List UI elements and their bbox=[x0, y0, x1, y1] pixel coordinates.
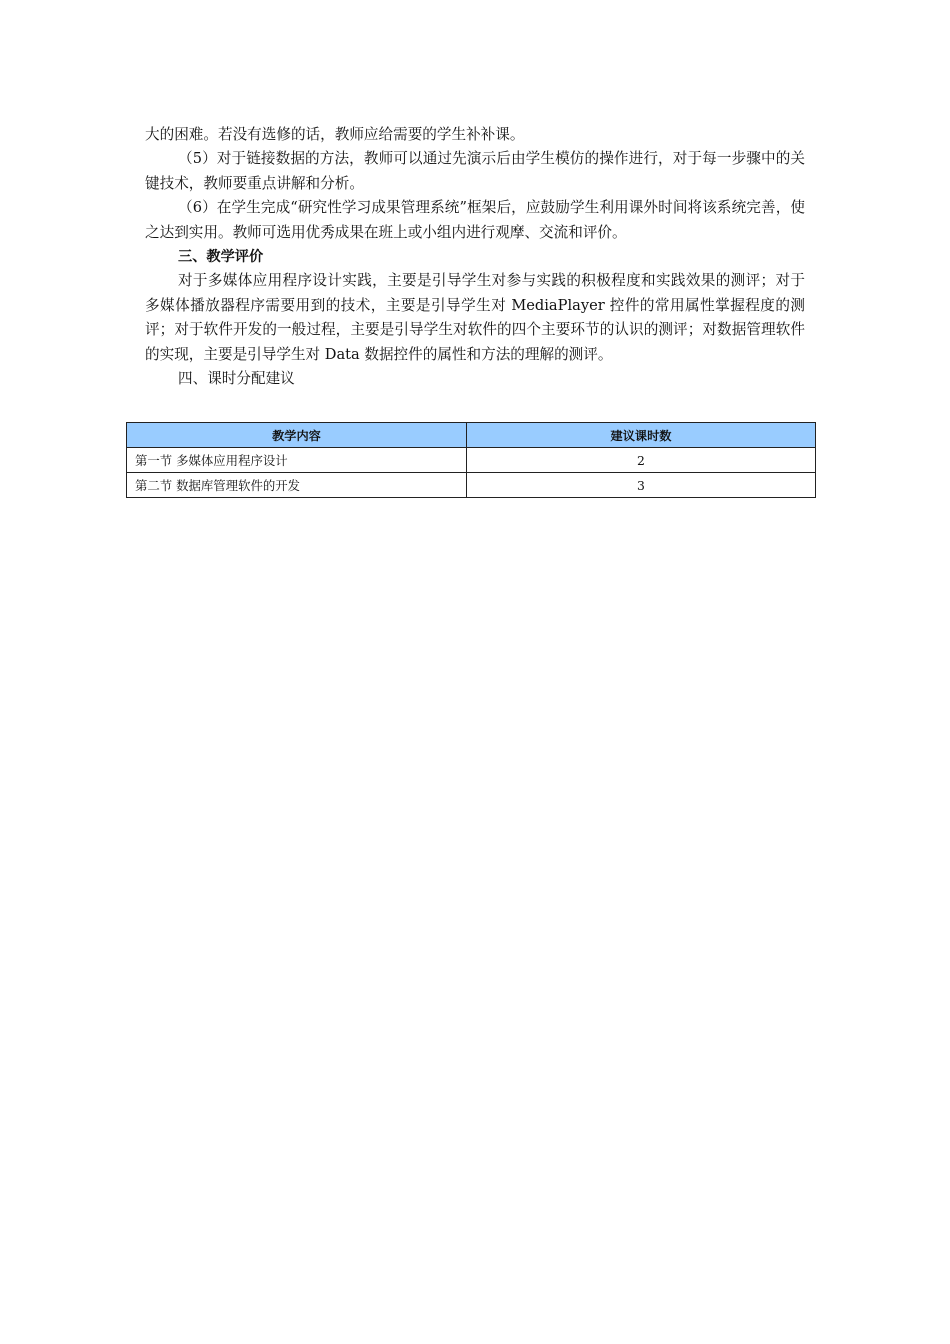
schedule-table-container bbox=[126, 422, 816, 498]
document-body bbox=[145, 123, 805, 391]
header-cell-hours: 建议课时数 bbox=[467, 423, 816, 448]
paragraph-continuation: 大的困难。若没有选修的话，教师应给需要的学生补补课。 bbox=[145, 126, 525, 143]
table-cell-topic: 第二节 数据库管理软件的开发 bbox=[127, 473, 467, 498]
section-heading-schedule: 四、课时分配建议 bbox=[178, 370, 295, 388]
paragraph-evaluation: 对于多媒体应用程序设计实践，主要是引导学生对参与实践的积极程度和实践效果的测评；对于多媒体播放器程序需要用到的技术，主要是引导学生对 MediaPlayer 控件的常用属性掌握程度的测评；对于软件开发的一般过程，主要是引导学生对软件的四个主要环节的认识的测评；对数据管理软件的实现，主要是引导学生对 Data 数据控件的属性和方法的理解的测评。 bbox=[145, 272, 805, 363]
section-heading-evaluation: 三、教学评价 bbox=[178, 249, 264, 266]
table-row bbox=[127, 448, 816, 473]
schedule-table bbox=[126, 422, 816, 498]
header-cell-content: 教学内容 bbox=[127, 423, 467, 448]
table-row bbox=[127, 473, 816, 498]
table-cell-topic: 第一节 多媒体应用程序设计 bbox=[127, 448, 467, 473]
table-header-row bbox=[127, 423, 816, 448]
paragraph-item-5: （5）对于链接数据的方法，教师可以通过先演示后由学生模仿的操作进行，对于每一步骤中的关键技术，教师要重点讲解和分析。 bbox=[145, 150, 805, 192]
paragraph-item-6: （6）在学生完成“研究性学习成果管理系统”框架后，应鼓励学生利用课外时间将该系统完善，使之达到实用。教师可选用优秀成果在班上或小组内进行观摩、交流和评价。 bbox=[145, 199, 805, 241]
table-cell-hours: 3 bbox=[467, 473, 816, 498]
table-cell-hours: 2 bbox=[467, 448, 816, 473]
